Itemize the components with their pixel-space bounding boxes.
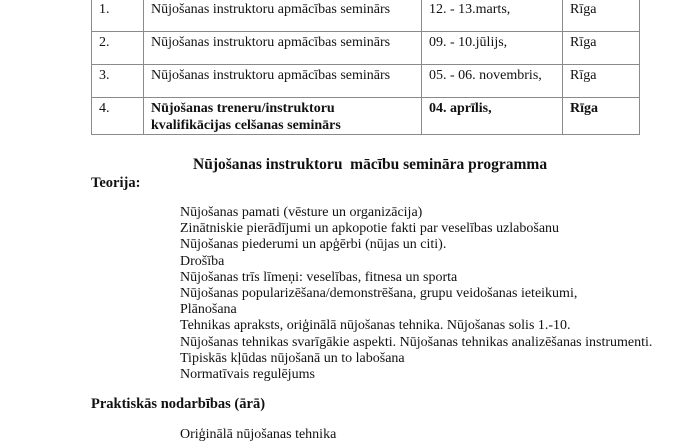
seminar-date: 04. aprīlis, (422, 98, 563, 135)
seminar-place: Rīga (563, 65, 640, 98)
list-item: Nūjošanas popularizēšana/demonstrēšana, grupu veidošanas ieteikumi, (180, 286, 578, 302)
seminar-date: 12. - 13.marts, (422, 0, 563, 32)
list-item: Tehnikas apraksts, oriģinālā nūjošanas tehnika. Nūjošanas solis 1.-10. (180, 318, 571, 334)
list-item: Zinātniskie pierādījumi un apkopotie fakti par veselības uzlabošanu (180, 221, 560, 237)
theory-list (180, 205, 652, 383)
seminar-place: Rīga (563, 32, 640, 65)
seminar-title-line1: Nūjošanas treneru/instruktoru (151, 101, 335, 116)
list-item: Drošība (180, 253, 225, 269)
row-number: 4. (92, 98, 144, 135)
list-item: Nūjošanas tehnikas svarīgākie aspekti. Nūjošanas tehnikas analizēšanas instrumenti. (180, 334, 653, 350)
theory-label: Teorija: (91, 175, 141, 191)
table-row (92, 98, 640, 135)
seminar-date: 05. - 06. novembris, (422, 65, 563, 98)
seminar-place: Rīga (563, 0, 640, 32)
seminar-date: 09. - 10.jūlijs, (422, 32, 563, 65)
list-item: Plānošana (180, 302, 237, 318)
row-number: 3. (92, 65, 144, 98)
list-item: Nūjošanas piederumi un apģērbi (nūjas un citi). (180, 237, 447, 253)
list-item: Normatīvais regulējums (180, 367, 315, 383)
list-item: Nūjošanas pamati (vēsture un organizācija) (180, 205, 423, 220)
seminar-title-line2: kvalifikācijas celšanas seminārs (151, 118, 341, 133)
table-row (92, 65, 640, 98)
list-item: Tipiskās kļūdas nūjošanā un to labošana (180, 350, 405, 366)
row-number: 2. (92, 32, 144, 65)
seminar-title (144, 98, 422, 135)
seminar-title: Nūjošanas instruktoru apmācības seminārs (144, 65, 422, 98)
seminar-title: Nūjošanas instruktoru apmācības seminārs (144, 32, 422, 65)
table-row (92, 32, 640, 65)
list-item: Nūjošanas trīs līmeņi: veselības, fitnesa un sporta (180, 269, 458, 285)
list-item: Oriģinālā nūjošanas tehnika (180, 427, 337, 442)
row-number: 1. (92, 0, 144, 32)
practice-label: Praktiskās nodarbības (ārā) (91, 396, 266, 412)
table-row (92, 0, 640, 32)
seminar-title: Nūjošanas instruktoru apmācības seminārs (144, 0, 422, 32)
seminar-place: Rīga (563, 98, 640, 135)
seminar-schedule-table (91, 0, 640, 135)
program-heading: Nūjošanas instruktoru mācību semināra programma (193, 156, 548, 173)
